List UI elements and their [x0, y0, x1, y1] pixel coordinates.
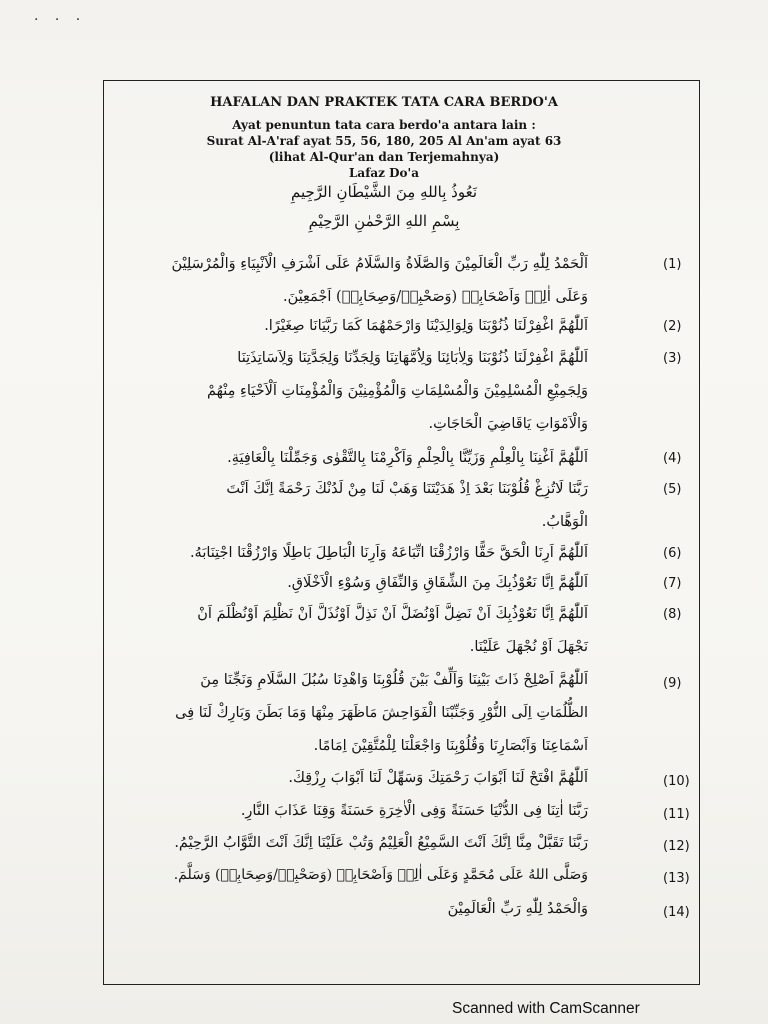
prayer-item: [118, 893, 690, 928]
prayer-item: [118, 342, 686, 442]
prayer-item: [118, 248, 686, 318]
prayer-line: اَسْمَاعِنَا وَاَبْصَارِنَا وَقُلُوْبِنَا وَاجْعَلْنَا لِلْمُتَّقِيْنَ اِمَامًا.: [313, 738, 588, 754]
prayer-line: اَللّٰهُمَّ اغْفِرْلَنَا ذُنُوْبَنَا وَلِوَالِدَيْنَا وَارْحَمْهُمَا كَمَا رَبَّيَانَا صِغَيْرًا.: [264, 318, 588, 334]
prayer-line: اَللّٰهُمَّ اِنَّا نَعُوْذُبِكَ مِنَ الشِّقَاقِ وَالنِّفَاقِ وَسُوْءِ الْاَخْلَاقِ.: [287, 575, 588, 591]
item-number: (1): [663, 257, 682, 272]
prayer-item: [118, 859, 690, 894]
prayer-line: رَبَّنَا لَاتُزِغْ قُلُوْبَنَا بَعْدَ اِذْ هَدَيْتَنَا وَهَبْ لَنَا مِنْ لَدُنْكَ رَحْمَةً اِنَّكَ اَنْتَ: [226, 481, 588, 497]
item-number: (7): [663, 576, 682, 591]
item-number: (13): [663, 871, 690, 886]
prayer-line: رَبَّنَا تَقَبَّلْ مِنَّا اِنَّكَ اَنْتَ السَّمِيْعُ الْعَلِيْمُ وَتُبْ عَلَيْنَا اِنَّكَ اَنْتَ التَّوَّابُ الرَّحِيْمُ.: [174, 835, 588, 851]
item-number: (6): [663, 546, 682, 561]
corner-mark: · · ·: [34, 12, 87, 28]
prayer-line: وَالْحَمْدُ لِلّٰهِ رَبِّ الْعَالَمِيْنَ: [447, 901, 588, 917]
prayer-item: [118, 567, 686, 602]
item-number: (11): [663, 807, 690, 822]
lafaz-heading: Lafaz Do'a: [348, 166, 419, 180]
prayer-line: وَعَلَى اٰلِهٖ وَاَصْحَابِهٖ (وَصَحْبِهٖ/وَصِحَابِهٖ) اَجْمَعِيْنَ.: [283, 289, 588, 305]
prayer-line: اَللّٰهُمَّ اَغْنِنَا بِالْعِلْمِ وَزَيِّنَّا بِالْحِلْمِ وَاَكْرِمْنَا بِالتَّقْوٰى وَجَمِّلْنَا بِالْعَافِيَةِ.: [227, 450, 588, 466]
item-number: (3): [663, 351, 682, 366]
prayer-line: نَجْهَلَ اَوْ نُجْهَلَ عَلَيْنَا.: [469, 639, 588, 655]
basmalah: بِسْمِ اللهِ الرَّحْمٰنِ الرَّحِيْمِ: [308, 212, 460, 230]
prayer-line: وَلِجَمِيْعِ الْمُسْلِمِيْنَ وَالْمُسْلِمَاتِ وَالْمُؤْمِنِيْنَ وَالْمُؤْمِنَاتِ اَلْاَحْيَاءِ مِنْهُمْ: [206, 383, 588, 399]
prayer-line: اَللّٰهُمَّ اِنَّا نَعُوْذُبِكَ اَنْ نَضِلَّ اَوْنُضَلَّ اَنْ نَذِلَّ اَوْنُذَلَّ اَنْ نَظْلِمَ اَوْنُظْلَمَ اَنْ: [197, 606, 588, 622]
prayer-item: [118, 598, 686, 668]
item-number: (9): [663, 676, 682, 691]
intro-line: Ayat penuntun tata cara berdo'a antara lain :: [232, 118, 536, 132]
reference-note: (lihat Al-Qur'an dan Terjemahnya): [268, 150, 500, 164]
item-number: (12): [663, 839, 690, 854]
prayer-item: [118, 827, 690, 862]
surah-reference: Surat Al-A'raf ayat 55, 56, 180, 205 Al An'am ayat 63: [206, 134, 562, 148]
item-number: (10): [663, 774, 690, 789]
prayer-line: وَالْاَمْوَاتِ يَاقَاضِيَ الْحَاجَاتِ.: [428, 416, 588, 432]
page-title: HAFALAN DAN PRAKTEK TATA CARA BERDO'A: [210, 95, 558, 110]
scanner-watermark: Scanned with CamScanner: [452, 1000, 640, 1017]
prayer-line: اَللّٰهُمَّ اغْفِرْلَنَا ذُنُوْبَنَا وَلِاٰبَائِنَا وَلِاُمَّهَاتِنَا وَلِجَدِّنَا وَلِجَدَّتِنَا وَلِاَسَاتِذَتِنَا: [237, 350, 588, 366]
prayer-line: اَللّٰهُمَّ اَصْلِحْ ذَاتَ بَيْنِنَا وَاَلِّفْ بَيْنَ قُلُوْبِنَا وَاهْدِنَا سُبُلَ السَّلَامِ وَنَجِّنَا مِنَ: [200, 672, 588, 688]
prayer-line: وَصَلَّى اللهُ عَلَى مُحَمَّدٍ وَعَلَى اٰلِهٖ وَاَصْحَابِهٖ (وَصَحْبِهٖ/وَصِحَابِهٖ) وَسَلَّمَ.: [173, 867, 588, 883]
item-number: (4): [663, 451, 682, 466]
prayer-item: [118, 762, 690, 797]
prayer-item: [118, 664, 686, 764]
prayer-item: [118, 473, 686, 543]
taawudz: نَعُوذُ بِاللهِ مِنَ الشَّيْطَانِ الرَّجِيمِ: [290, 183, 478, 201]
prayer-item: [118, 442, 686, 477]
prayer-item: [118, 310, 686, 345]
item-number: (8): [663, 607, 682, 622]
prayer-item: [118, 795, 690, 830]
prayer-line: اَللّٰهُمَّ اَرِنَا الْحَقَّ حَقًّا وَارْزُقْنَا اتِّبَاعَهُ وَاَرِنَا الْبَاطِلَ بَاطِلًا وَارْزُقْنَا اجْتِنَابَهُ.: [189, 545, 588, 561]
prayer-line: اَللّٰهُمَّ افْتَحْ لَنَا اَبْوَابَ رَحْمَتِكَ وَسَهِّلْ لَنَا اَبْوَابَ رِزْقِكَ.: [288, 770, 588, 786]
prayer-line: اَلْحَمْدُ لِلّٰهِ رَبِّ الْعَالَمِيْنَ وَالصَّلَاةُ وَالسَّلَامُ عَلَى اَشْرَفِ الْاَنْبِيَاءِ وَالْمُرْسَلِيْنَ: [171, 256, 588, 272]
prayer-line: الظُّلُمَاتِ اِلَى النُّوْرِ وَجَنِّبْنَا الْفَوَاحِشَ مَاظَهَرَ مِنْهَا وَمَا بَطَنَ وَبَارِكْ لَنَا فِى: [175, 705, 588, 721]
item-number: (14): [663, 905, 690, 920]
item-number: (2): [663, 319, 682, 334]
prayer-line: رَبَّنَا اٰتِنَا فِى الدُّنْيَا حَسَنَةً وَفِى الْاٰخِرَةِ حَسَنَةً وَقِنَا عَذَابَ النَّارِ.: [240, 803, 588, 819]
prayer-line: الْوَهَّابُ.: [541, 514, 588, 530]
item-number: (5): [663, 482, 682, 497]
